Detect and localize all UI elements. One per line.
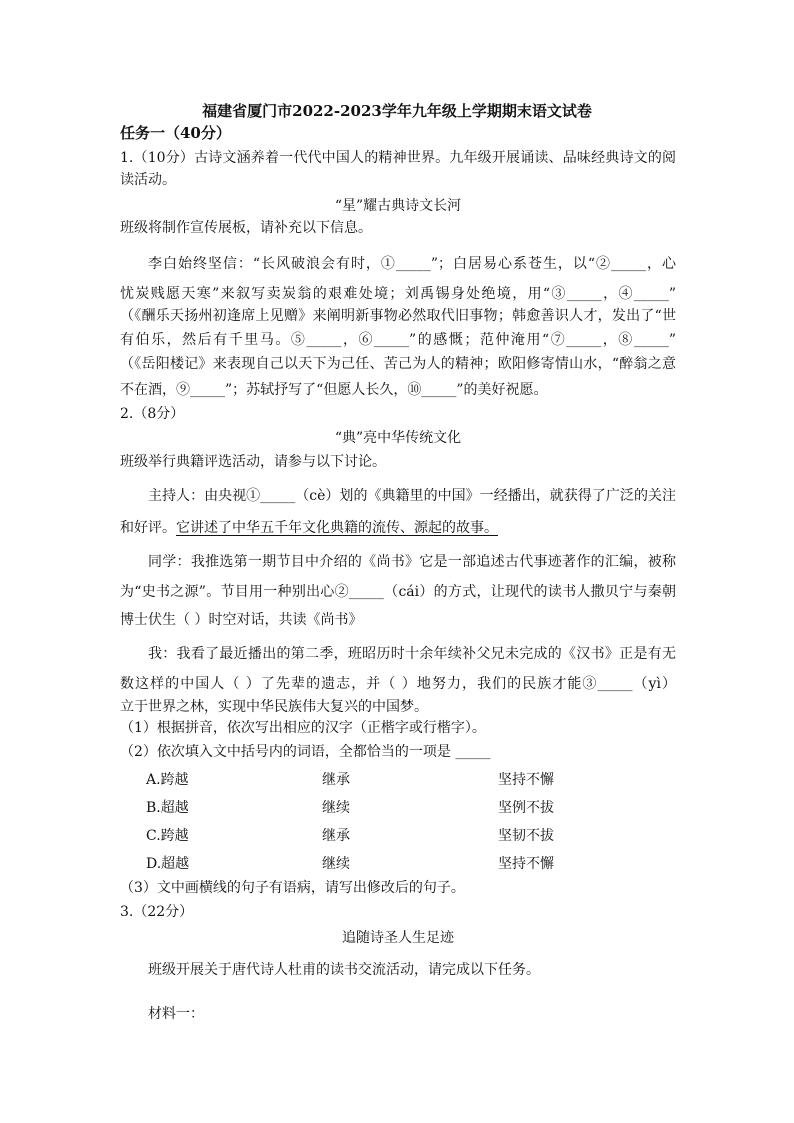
q1-para-line: （《岳阳楼记》来表现自己以天下为己任、苦己为人的精神；欧阳修寄情山水，“醉翁之意 — [120, 356, 676, 372]
q2-me-line: 我：我看了最近播出的第二季，班昭历时十余年续补父兄未完成的《汉书》正是有无 — [148, 646, 676, 662]
q3-subtitle: 追随诗圣人生足迹 — [342, 930, 454, 946]
q2-student-line: 同学：我推选第一期节目中介绍的《尚书》它是一部追述古代事迹著作的汇编，被称 — [148, 554, 676, 570]
q2-option-word: 继续 — [322, 800, 350, 816]
q3-prompt: 班级开展关于唐代诗人杜甫的读书交流活动，请完成以下任务。 — [148, 962, 540, 978]
q2-subtitle: “典”亮中华传统文化 — [334, 430, 462, 446]
q2-option-word: 坚例不拔 — [498, 800, 554, 816]
q2-host-text: 和好评。 — [120, 520, 176, 536]
q2-option-label: B.超越 — [146, 800, 189, 816]
page-title: 福建省厦门市2022-2023学年九年级上学期期末语文试卷 — [202, 102, 592, 120]
q1-intro-line: 读活动。 — [120, 172, 176, 188]
q2-host-line — [120, 518, 676, 538]
q3-heading: 3.（22分） — [120, 904, 194, 920]
q1-para-line: 李白始终坚信：“长风破浪会有时，①_____”；白居易心系苍生，以“②_____，心 — [148, 256, 676, 272]
q2-student-line: 博士伏生（ ）时空对话，共读《尚书》 — [120, 612, 363, 628]
q2-me-line: 立于世界之林，实现中华民族伟大复兴的中国梦。 — [120, 699, 428, 715]
q2-underlined-sentence: 它讲述了中华五千年文化典籍的流传、源起的故事。 — [176, 520, 498, 536]
q2-option-word: 继承 — [322, 828, 350, 844]
q2-option-word: 坚韧不拔 — [498, 828, 554, 844]
q1-para-line: 不在酒，⑨_____”；苏轼抒写了“但愿人长久，⑩_____”的美好祝愿。 — [120, 382, 548, 398]
q2-sub-question-2: （2）依次填入文中括号内的词语，全都恰当的一项是 _____ — [120, 744, 491, 760]
q2-option-label: D.超越 — [146, 856, 190, 872]
q2-option-word: 继续 — [322, 856, 350, 872]
q1-intro-line: 1.（10分）古诗文涵养着一代代中国人的精神世界。九年级开展诵读、品味经典诗文的阅 — [120, 150, 676, 166]
q1-prompt: 班级将制作宣传展板，请补充以下信息。 — [120, 220, 372, 236]
q1-para-line: 忧炭贱愿天寒”来叙写卖炭翁的艰难处境；刘禹锡身处绝境，用“③_____，④_____” — [120, 286, 676, 302]
q2-student-line: 为“史书之源”。节目用一种别出心②_____（cái）的方式，让现代的读书人撒贝宁与秦朝 — [120, 584, 676, 600]
q2-sub-question-1: （1）根据拼音，依次写出相应的汉字（正楷字或行楷字）。 — [120, 720, 486, 736]
q2-sub-question-3: （3）文中画横线的句子有语病，请写出修改后的句子。 — [120, 880, 465, 896]
q2-option-word: 坚持不懈 — [498, 772, 554, 788]
q2-option-word: 继承 — [322, 772, 350, 788]
q2-prompt: 班级举行典籍评选活动，请参与以下讨论。 — [120, 454, 386, 470]
task-heading: 任务一（40分） — [120, 124, 231, 142]
q2-me-line: 数这样的中国人（ ）了先辈的遗志，并（ ）地努力，我们的民族才能③_____（yì） — [120, 676, 676, 692]
q2-host-line: 主持人：由央视①_____（cè）划的《典籍里的中国》一经播出，就获得了广泛的关注 — [148, 488, 676, 504]
q3-material-label: 材料一： — [148, 1006, 204, 1022]
q1-para-line: 有伯乐，然后有千里马。⑤_____，⑥_____”的感慨；范仲淹用“⑦_____，⑧_____” — [120, 332, 676, 348]
q2-option-word: 坚持不懈 — [498, 856, 554, 872]
q2-option-label: A.跨越 — [146, 772, 189, 788]
q2-heading: 2.（8分） — [120, 406, 185, 422]
q1-para-line: （《酬乐天扬州初逢席上见赠》来阐明新事物必然取代旧事物；韩愈善识人才，发出了“世 — [120, 308, 676, 324]
q2-option-label: C.跨越 — [146, 828, 189, 844]
q1-subtitle: “星”耀古典诗文长河 — [334, 198, 462, 214]
